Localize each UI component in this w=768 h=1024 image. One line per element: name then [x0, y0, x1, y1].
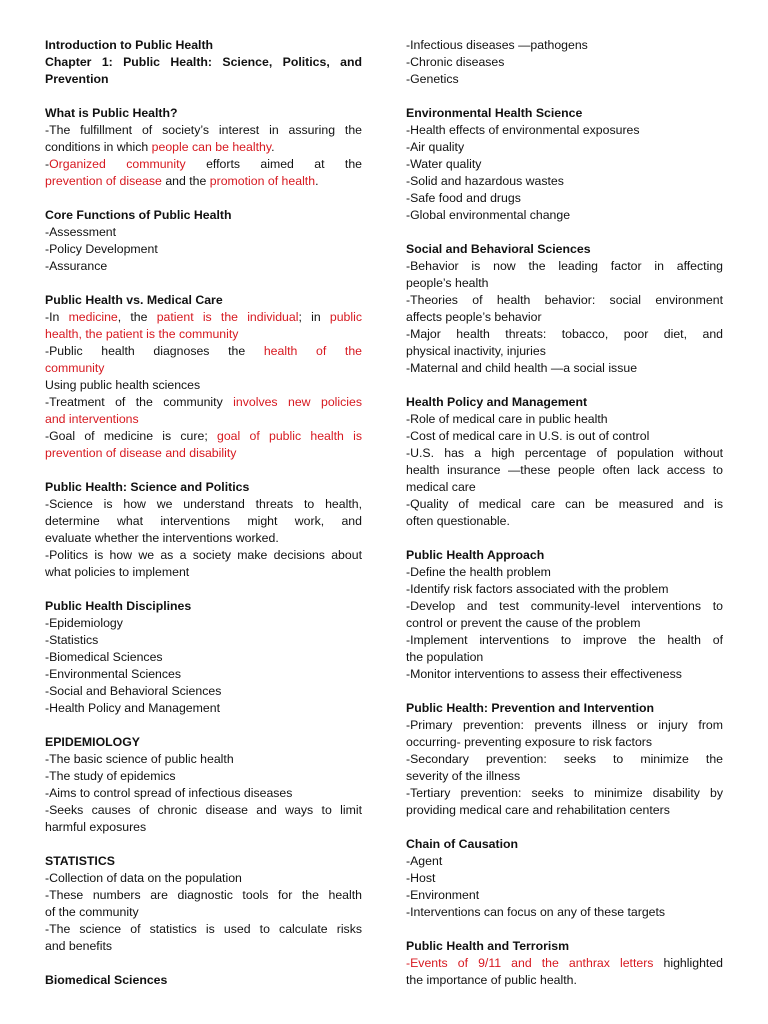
text-line: physical inactivity, injuries: [406, 344, 546, 358]
text-line: -Identify risk factors associated with the problem: [406, 582, 669, 596]
highlight: involves new policies: [233, 395, 362, 409]
text-line: affects people’s behavior: [406, 310, 542, 324]
highlight-line: health, the patient is the community: [45, 327, 239, 341]
text-line: -Politics is how we as a society make decisions about: [45, 548, 362, 562]
highlight: health of the: [263, 344, 362, 358]
list-item: -Assurance: [45, 259, 108, 273]
list-item: -Safe food and drugs: [406, 191, 521, 205]
text-line: -Organized community efforts aimed at the: [45, 157, 362, 171]
text-line: evaluate whether the interventions worked.: [45, 531, 279, 545]
highlight: goal of public health is: [217, 429, 362, 443]
text-line: and benefits: [45, 939, 113, 953]
text-line: -Behavior is now the leading factor in affecting: [406, 259, 723, 273]
text-line: what policies to implement: [45, 565, 190, 579]
section-heading: Environmental Health Science: [406, 106, 583, 120]
list-item: -Agent: [406, 854, 443, 868]
text-line: the importance of public health.: [406, 973, 577, 987]
text-line: -Role of medical care in public health: [406, 412, 608, 426]
left-column: [45, 37, 362, 989]
list-item: -Environment: [406, 888, 480, 902]
chapter-title: Chapter 1: Public Health: Science, Politics, and: [45, 55, 362, 69]
highlight-line: prevention of disease and disability: [45, 446, 237, 460]
list-item: -Water quality: [406, 157, 482, 171]
list-item: -Statistics: [45, 633, 99, 647]
text-line: -These numbers are diagnostic tools for the health: [45, 888, 362, 902]
highlight-line: and interventions: [45, 412, 139, 426]
highlight: patient is the individual: [156, 310, 299, 324]
text-line: health insurance —these people often lack access to: [406, 463, 723, 477]
text-line: -Treatment of the community involves new policies: [45, 395, 362, 409]
section-heading: Health Policy and Management: [406, 395, 588, 409]
text-line: -The study of epidemics: [45, 769, 176, 783]
highlight-line: community: [45, 361, 105, 375]
text-line: -Science is how we understand threats to health,: [45, 497, 362, 511]
text-line: -Develop and test community-level interventions to: [406, 599, 723, 613]
text-line: -U.S. has a high percentage of population without: [406, 446, 723, 460]
list-item: -Global environmental change: [406, 208, 571, 222]
highlight: -Events of 9/11 and the anthrax letters: [406, 956, 654, 970]
text-line: -Collection of data on the population: [45, 871, 242, 885]
right-column: [406, 37, 723, 989]
list-item: -Environmental Sciences: [45, 667, 182, 681]
text-line: conditions in which people can be healthy.: [45, 140, 275, 154]
text-line: providing medical care and rehabilitation centers: [406, 803, 670, 817]
list-item: -Interventions can focus on any of these targets: [406, 905, 666, 919]
text-line: -Cost of medical care in U.S. is out of control: [406, 429, 650, 443]
list-item: -Epidemiology: [45, 616, 123, 630]
highlight: prevention of disease: [45, 174, 162, 188]
text-line: -Theories of health behavior: social environment: [406, 293, 723, 307]
text-line: -Goal of medicine is cure; goal of public health is: [45, 429, 362, 443]
text-line: control or prevent the cause of the problem: [406, 616, 641, 630]
section-heading: Public Health Disciplines: [45, 599, 192, 613]
text-line: -Tertiary prevention: seeks to minimize disability by: [406, 786, 723, 800]
section-heading: Public Health: Prevention and Intervention: [406, 701, 655, 715]
highlight: public: [329, 310, 362, 324]
text-line: Using public health sciences: [45, 378, 201, 392]
section-heading: Public Health Approach: [406, 548, 545, 562]
text-line: -Public health diagnoses the health of the: [45, 344, 362, 358]
text-line: -The basic science of public health: [45, 752, 234, 766]
list-item: -Policy Development: [45, 242, 158, 256]
text-line: severity of the illness: [406, 769, 521, 783]
text-line: often questionable.: [406, 514, 510, 528]
section-heading: STATISTICS: [45, 854, 115, 868]
list-item: -Solid and hazardous wastes: [406, 174, 564, 188]
text-line: -Events of 9/11 and the anthrax letters highlighted: [406, 956, 723, 970]
section-heading: Chain of Causation: [406, 837, 519, 851]
text-line: harmful exposures: [45, 820, 147, 834]
highlight: promotion of health: [209, 174, 316, 188]
highlight: medicine: [68, 310, 118, 324]
section-heading: Biomedical Sciences: [45, 973, 168, 987]
list-item: -Social and Behavioral Sciences: [45, 684, 222, 698]
document-title: Introduction to Public Health: [45, 38, 214, 52]
text-line: -Secondary prevention: seeks to minimize the: [406, 752, 723, 766]
text-line: -Quality of medical care can be measured and is: [406, 497, 723, 511]
section-heading: Social and Behavioral Sciences: [406, 242, 591, 256]
text-line: -In medicine, the patient is the individual; in public: [45, 310, 362, 324]
list-item: -Air quality: [406, 140, 465, 154]
section-heading: What is Public Health?: [45, 106, 178, 120]
text-line: -Implement interventions to improve the health of: [406, 633, 723, 647]
text-line: -Monitor interventions to assess their effectiveness: [406, 667, 682, 681]
section-heading: Core Functions of Public Health: [45, 208, 232, 222]
chapter-title-cont: Prevention: [45, 72, 109, 86]
text-line: medical care: [406, 480, 476, 494]
list-item: -Health effects of environmental exposures: [406, 123, 640, 137]
list-item: -Host: [406, 871, 436, 885]
text-line: people’s health: [406, 276, 489, 290]
text-line: prevention of disease and the promotion of health.: [45, 174, 319, 188]
text-line: occurring- preventing exposure to risk factors: [406, 735, 653, 749]
text-line: determine what interventions might work, and: [45, 514, 362, 528]
section-heading: Public Health vs. Medical Care: [45, 293, 223, 307]
text-line: -The fulfillment of society’s interest in assuring the: [45, 123, 362, 137]
list-item: -Health Policy and Management: [45, 701, 220, 715]
text-line: -Maternal and child health —a social issue: [406, 361, 638, 375]
list-item: -Assessment: [45, 225, 117, 239]
list-item: -Infectious diseases —pathogens: [406, 38, 588, 52]
highlight: people can be healthy: [151, 140, 272, 154]
section-heading: Public Health and Terrorism: [406, 939, 570, 953]
list-item: -Genetics: [406, 72, 459, 86]
highlight: Organized community: [49, 157, 186, 171]
text-line: -Primary prevention: prevents illness or injury from: [406, 718, 723, 732]
text-line: the population: [406, 650, 484, 664]
section-heading: Public Health: Science and Politics: [45, 480, 250, 494]
text-line: -Seeks causes of chronic disease and ways to limit: [45, 803, 362, 817]
list-item: -Biomedical Sciences: [45, 650, 163, 664]
text-line: -Define the health problem: [406, 565, 551, 579]
list-item: -Chronic diseases: [406, 55, 505, 69]
text-line: -Aims to control spread of infectious diseases: [45, 786, 293, 800]
text-line: of the community: [45, 905, 139, 919]
text-line: -Major health threats: tobacco, poor diet, and: [406, 327, 723, 341]
text-line: -The science of statistics is used to calculate risks: [45, 922, 362, 936]
section-heading: EPIDEMIOLOGY: [45, 735, 140, 749]
